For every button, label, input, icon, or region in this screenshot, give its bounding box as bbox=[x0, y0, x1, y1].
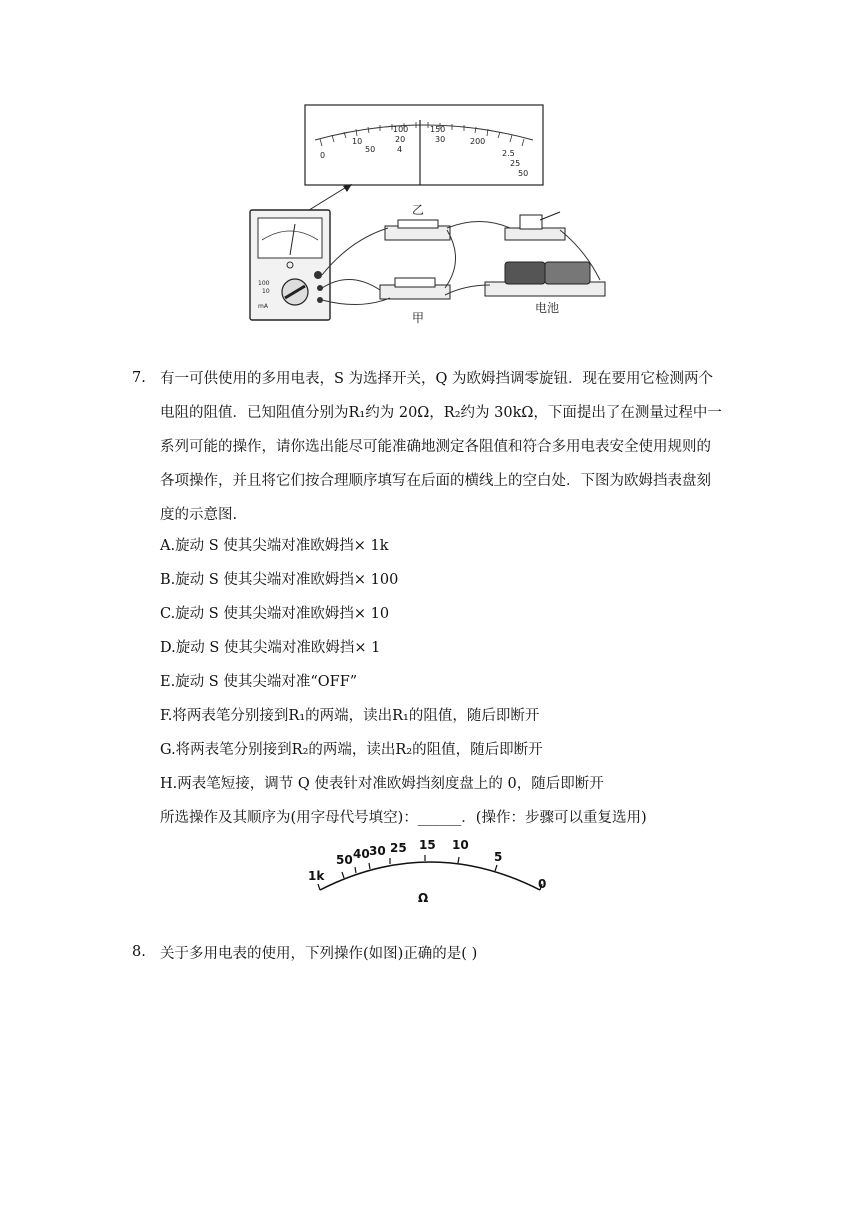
ohm-scale-figure bbox=[300, 832, 560, 910]
tick-label-10: 10 bbox=[452, 838, 469, 852]
tick-label-50: 50 bbox=[336, 853, 353, 867]
question-7-line: 系列可能的操作，请你选出能尽可能准确地测定各阻值和符合多用电表安全使用规则的 bbox=[160, 439, 711, 455]
scale-label: 50 bbox=[518, 169, 529, 178]
tick-label-5: 5 bbox=[494, 850, 503, 864]
question-7-line: 各项操作，并且将它们按合理顺序填写在后面的横线上的空白处．下图为欧姆挡表盘刻 bbox=[160, 473, 711, 489]
scale-label: 25 bbox=[510, 159, 521, 168]
scale-label: 2.5 bbox=[502, 149, 515, 158]
question-7-stem bbox=[160, 362, 740, 532]
tick-label-30: 30 bbox=[369, 844, 386, 858]
option-d: D.旋动 S 使其尖端对准欧姆挡× 1 bbox=[160, 640, 381, 656]
scale-label: 0 bbox=[320, 151, 326, 160]
scale-label: 150 bbox=[430, 125, 446, 134]
question-7-number: 7. bbox=[132, 370, 146, 386]
answer-line: 所选操作及其顺序为(用字母代号填空)：______．(操作：步骤可以重复选用) bbox=[160, 810, 647, 826]
scale-label: 200 bbox=[470, 137, 486, 146]
question-8-text: 关于多用电表的使用，下列操作(如图)正确的是( ) bbox=[160, 946, 478, 962]
meter-label: 100 bbox=[258, 280, 270, 287]
question-7-line: 度的示意图. bbox=[160, 507, 238, 523]
option-f: F.将两表笔分别接到R₁的两端，读出R₁的阻值，随后即断开 bbox=[160, 708, 540, 724]
question-7-line: 有一可供使用的多用电表，S 为选择开关，Q 为欧姆挡调零旋钮．现在要用它检测两个 bbox=[160, 371, 714, 387]
option-b: B.旋动 S 使其尖端对准欧姆挡× 100 bbox=[160, 572, 399, 588]
question-7-line: 电阻的阻值．已知阻值分别为R₁约为 20Ω，R₂约为 30kΩ，下面提出了在测量过程中一 bbox=[160, 405, 722, 421]
label-yi: 乙 bbox=[412, 203, 425, 217]
option-g: G.将两表笔分别接到R₂的两端，读出R₂的阻值，随后即断开 bbox=[160, 742, 543, 758]
circuit-figure bbox=[240, 100, 620, 325]
scale-label: 100 bbox=[393, 125, 409, 134]
tick-label-15: 15 bbox=[419, 838, 436, 852]
meter-label: mA bbox=[258, 303, 268, 310]
scale-label: 50 bbox=[365, 145, 376, 154]
question-8-number: 8. bbox=[132, 944, 146, 960]
option-c: C.旋动 S 使其尖端对准欧姆挡× 10 bbox=[160, 606, 390, 622]
tick-label-40: 40 bbox=[353, 847, 370, 861]
label-jia: 甲 bbox=[412, 311, 425, 325]
option-h: H.两表笔短接，调节 Q 使表针对准欧姆挡刻度盘上的 0，随后即断开 bbox=[160, 776, 604, 792]
tick-label-0: 0 bbox=[538, 877, 547, 891]
option-e: E.旋动 S 使其尖端对准“OFF” bbox=[160, 674, 358, 690]
scale-label: 10 bbox=[352, 137, 363, 146]
scale-label: 4 bbox=[397, 145, 403, 154]
scale-label: 30 bbox=[435, 135, 446, 144]
unit-label: Ω bbox=[418, 891, 429, 905]
scale-label: 20 bbox=[395, 135, 406, 144]
meter-label: 10 bbox=[262, 288, 270, 295]
tick-label-1k: 1k bbox=[308, 869, 325, 883]
label-battery: 电池 bbox=[535, 301, 560, 315]
option-a: A.旋动 S 使其尖端对准欧姆挡× 1k bbox=[160, 538, 389, 554]
tick-label-25: 25 bbox=[390, 841, 407, 855]
